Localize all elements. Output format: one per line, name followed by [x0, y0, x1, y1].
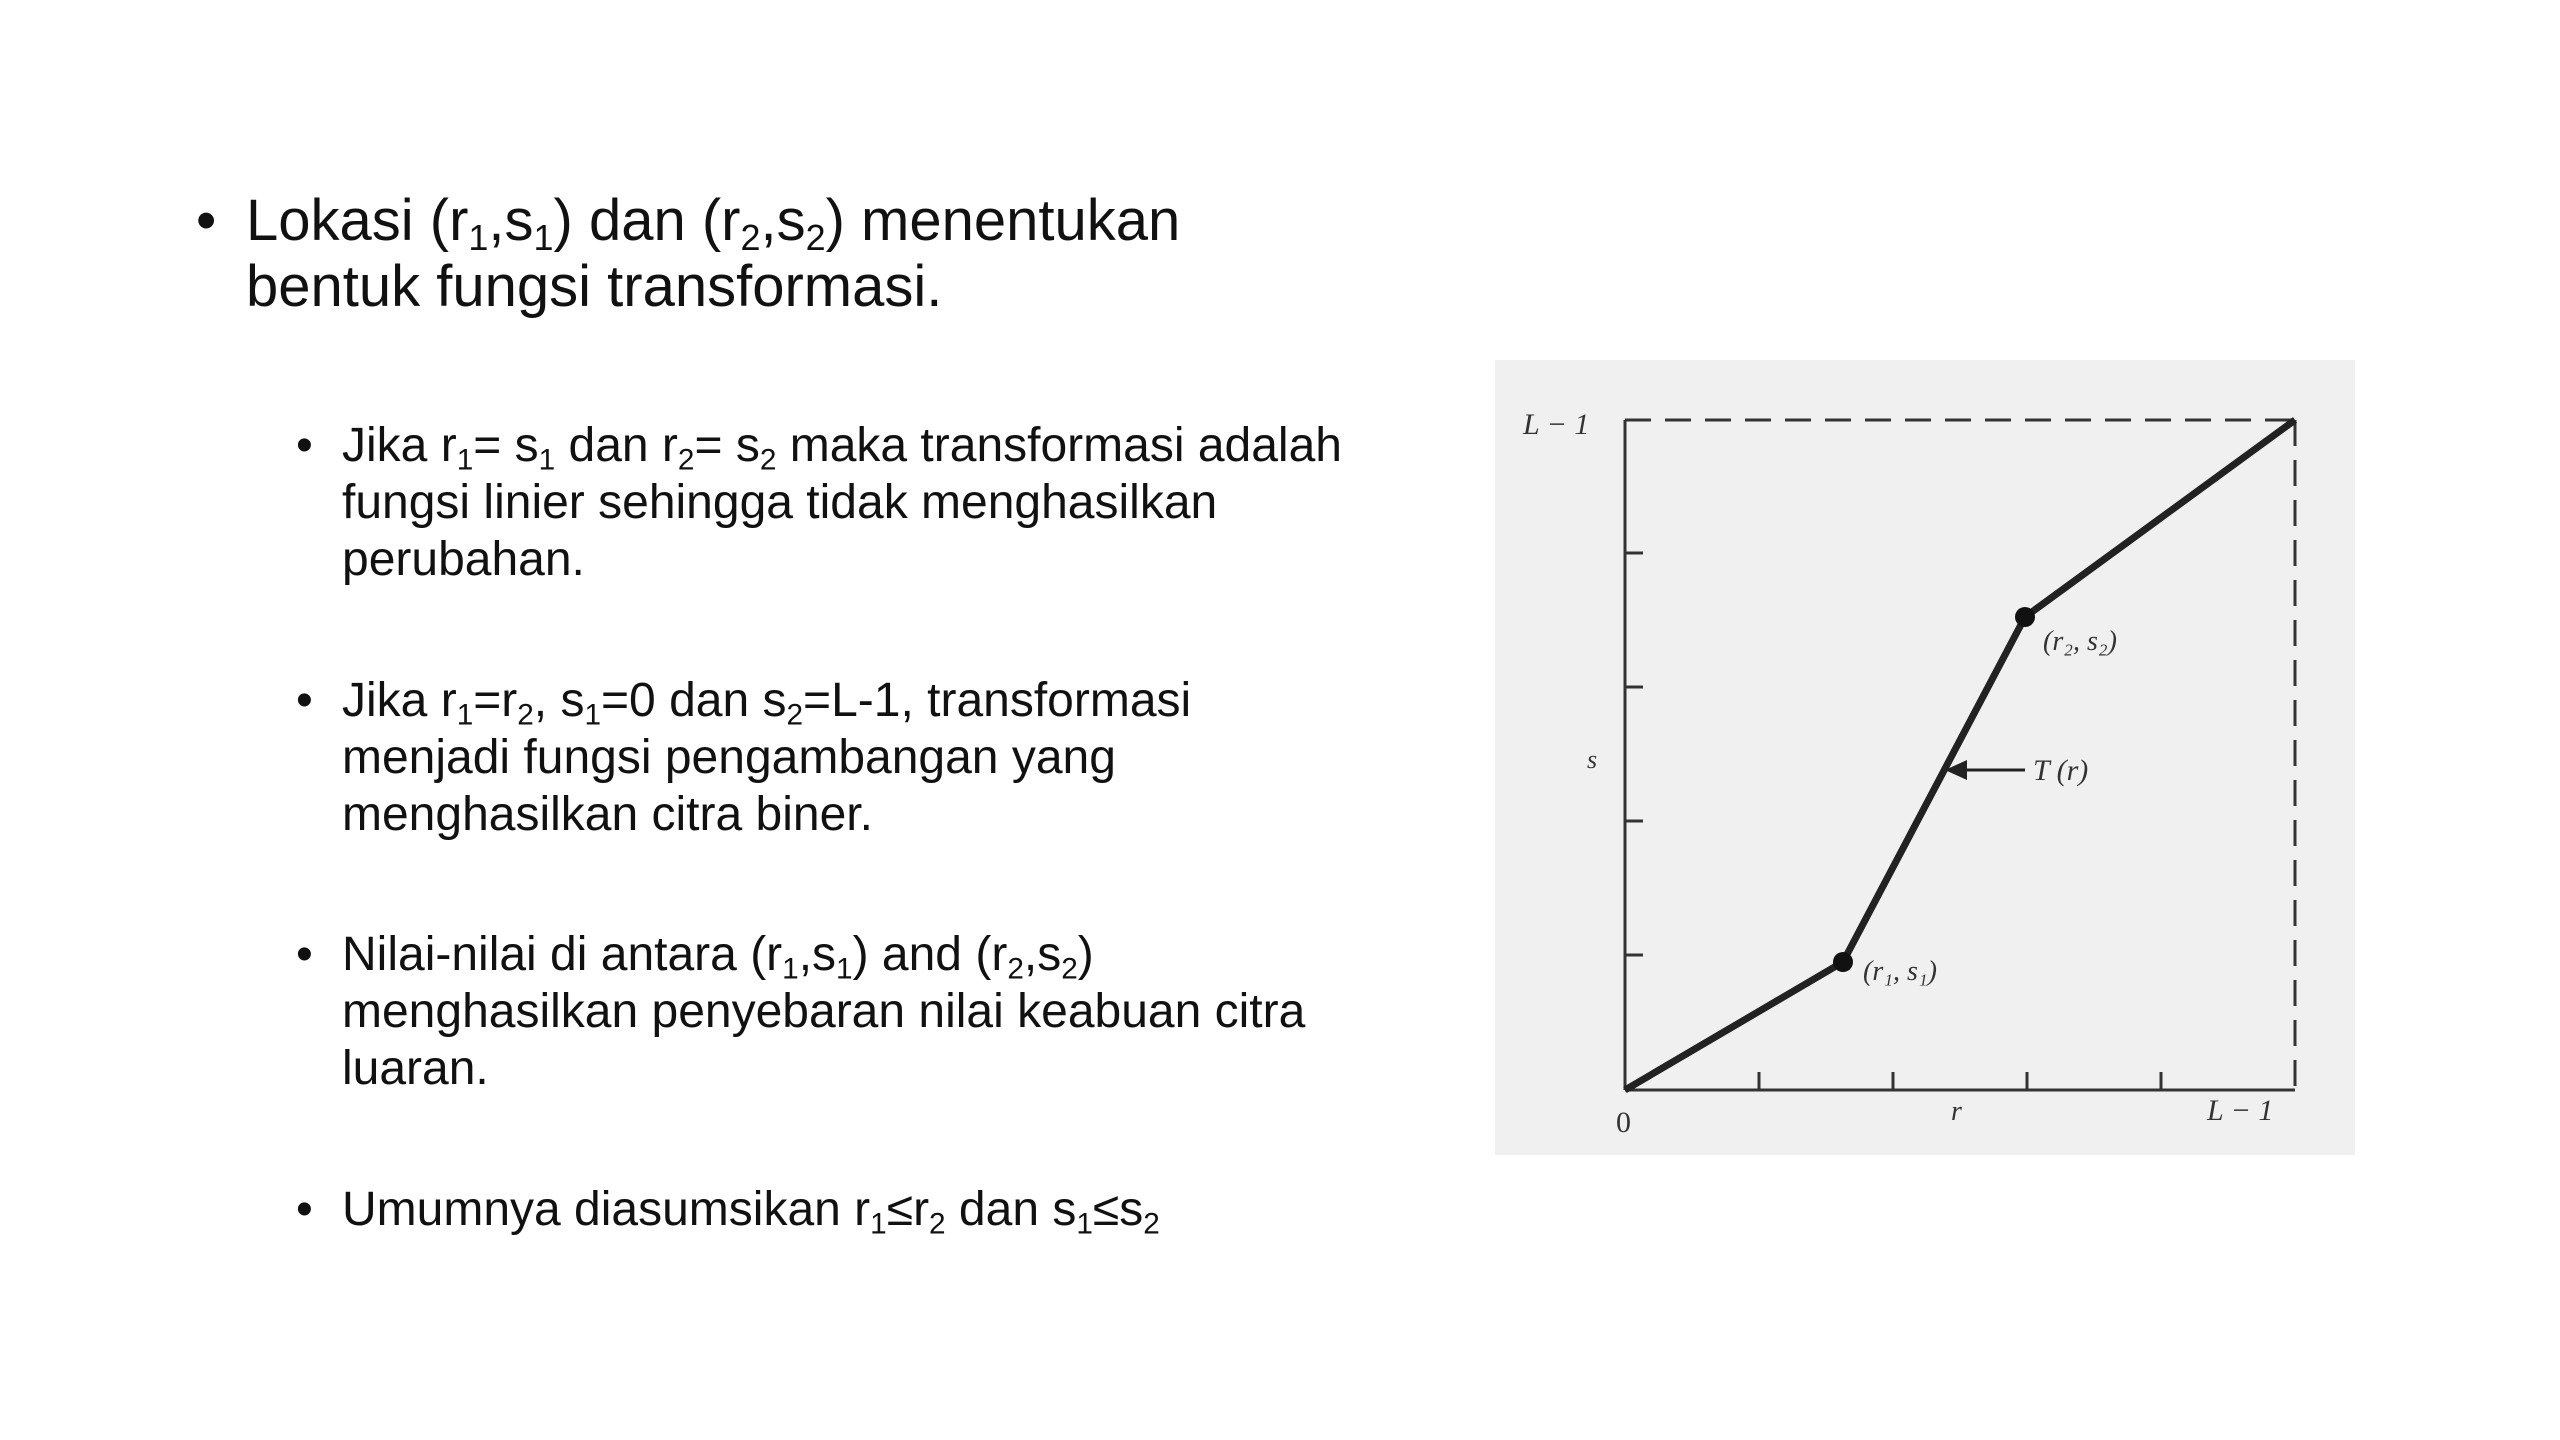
bullet-dot: •	[296, 928, 313, 981]
main-bullet-line-1: Lokasi $(r_1,s_1)$ dan $(r_2,s_2)$ menentukan	[246, 188, 1181, 259]
sub-bullet-line-3: perubahan.	[342, 533, 585, 586]
sub-bullet-line-1: Umumnya diasumsikan $r_1\le r_2$ dan $s_1\le s_2$	[342, 1183, 1160, 1241]
sub-bullet-line-2: menghasilkan penyebaran nilai keabuan citra	[342, 985, 1306, 1038]
bullet-dot: •	[296, 1183, 313, 1236]
main-bullet-line-2: bentuk fungsi transformasi.	[246, 254, 943, 319]
point2-label: (r₂, s₂)	[2043, 626, 2117, 657]
sub-bullet-line-3: luaran.	[342, 1042, 489, 1095]
point-r1-s1	[1833, 952, 1853, 972]
sub-bullet-line-3: menghasilkan citra biner.	[342, 788, 873, 841]
bullet-dot: •	[296, 674, 313, 727]
x-axis-label: r	[1951, 1096, 1962, 1127]
contrast-stretching-figure	[1495, 360, 2355, 1155]
x-origin-label: 0	[1616, 1106, 1631, 1139]
sub-bullet-text	[342, 672, 1472, 843]
transform-plot	[1495, 360, 2355, 1155]
bullet-dot: •	[296, 419, 313, 472]
y-top-label: L − 1	[1523, 408, 1590, 441]
curve-label: T (r)	[2033, 754, 2089, 787]
sub-bullet-line-2: fungsi linier sehingga tidak menghasilkan	[342, 476, 1218, 529]
sub-bullet-text	[342, 417, 1472, 588]
sub-bullet-line-1: Jika $r_1= s_1$ dan $r_2= s_2$ maka transformasi adalah	[342, 419, 1342, 477]
point1-label: (r₁, s₁)	[1863, 956, 1937, 987]
sub-bullet-text	[342, 926, 1472, 1097]
main-bullet-text	[246, 188, 1486, 320]
point-r2-s2	[2015, 607, 2035, 627]
sub-bullet-line-1: Nilai-nilai di antara $(r_1,s_1)$ and $(r_2,s_2)$	[342, 928, 1094, 986]
y-axis-label: s	[1587, 745, 1598, 774]
x-right-label: L − 1	[2207, 1094, 2274, 1127]
sub-bullet-line-2: menjadi fungsi pengambangan yang	[342, 731, 1116, 784]
bullet-dot: •	[196, 188, 217, 253]
sub-bullet-text	[342, 1181, 1472, 1241]
sub-bullet-line-1: Jika $r_1=r_2$, $s_1=0$ dan $s_2=L-1$, transformasi	[342, 674, 1192, 732]
